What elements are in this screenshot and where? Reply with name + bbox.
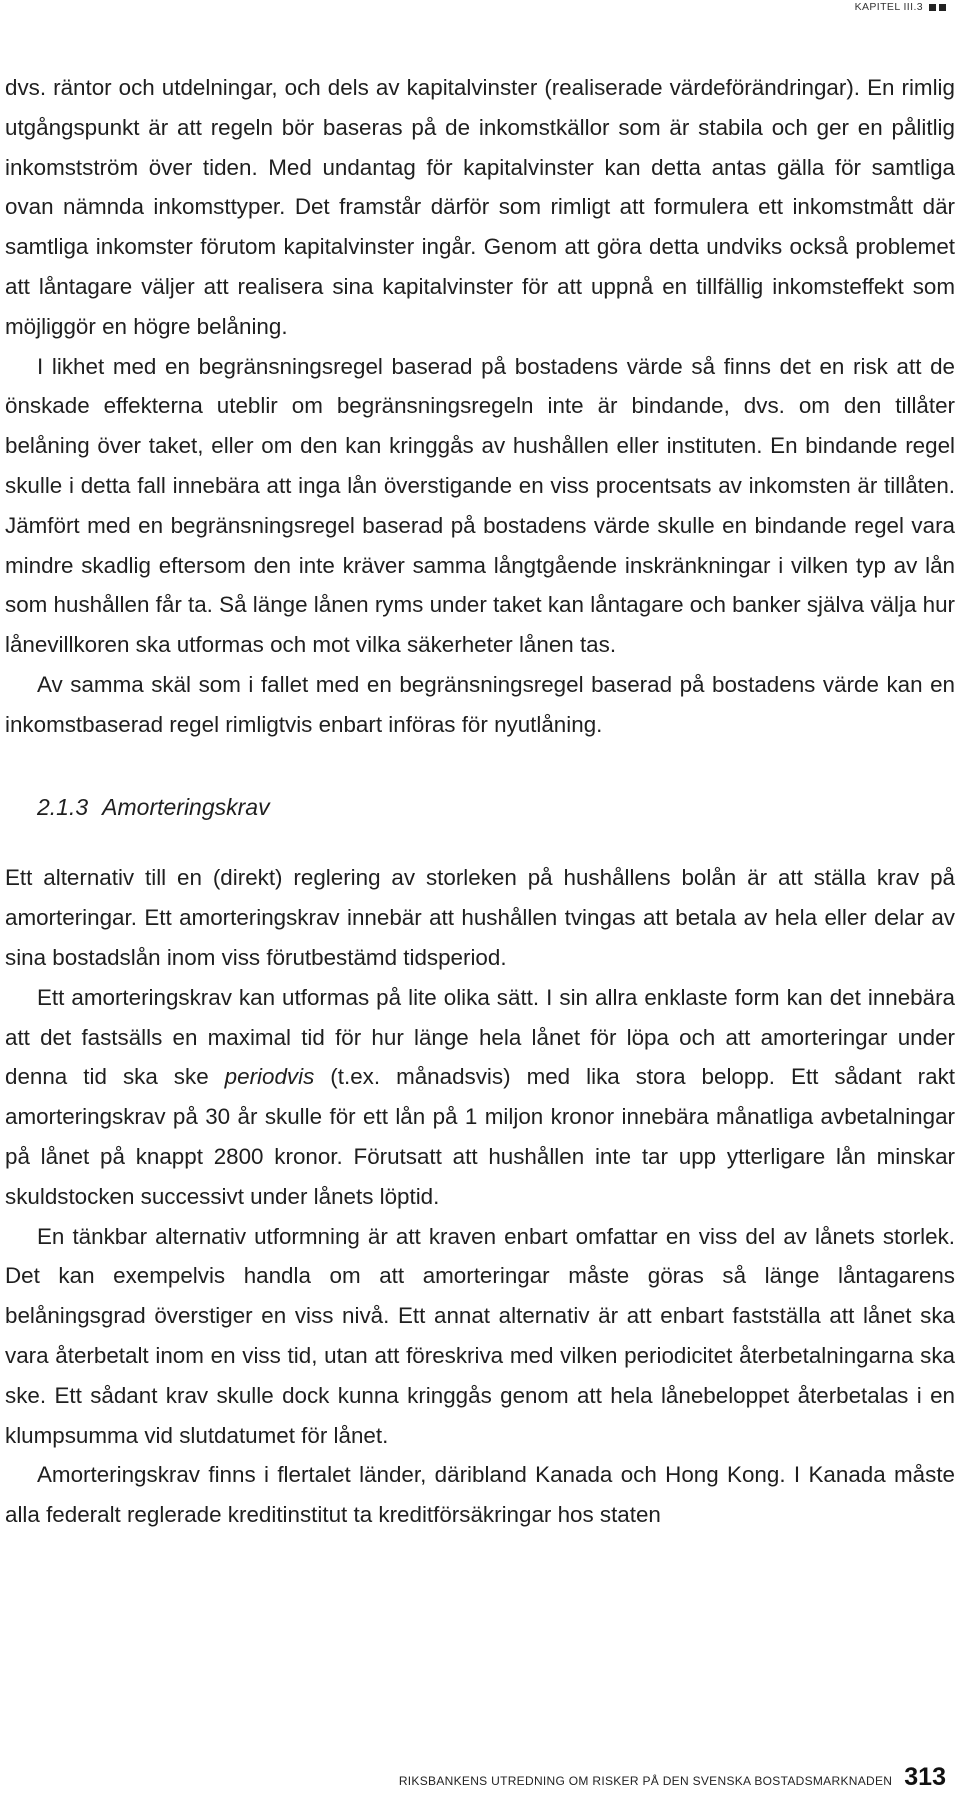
- section-heading: [5, 788, 955, 828]
- chapter-label: KAPITEL III.3: [854, 1, 923, 13]
- page-footer: [399, 1763, 946, 1792]
- paragraph-5-emphasis: periodvis: [224, 1064, 315, 1090]
- section-number: 2.1.3: [37, 793, 89, 820]
- page-body: [5, 68, 955, 1535]
- paragraph-1-text: dvs. räntor och utdelningar, och dels av kapitalvinster (realiserade värdeförändringar). En rimlig utgångspunkt är att regeln bör baseras på de inkomstkällor som är stabila och ger en pålitlig inkomstström över tiden. Med undantag för kapitalvinster kan detta antas gälla för samtliga ovan nämnda inkomsttyper. Det framstår därför som rimligt att formulera ett inkomstmått där samtliga inkomster förutom kapitalvinster ingår. Genom att göra detta undviks också problemet att låntagare väljer att realisera sina kapitalvinster för att uppnå en tillfällig inkomsteffekt som möjliggör en högre belåning.: [5, 75, 955, 339]
- section-title: Amorteringskrav: [102, 793, 270, 820]
- publication-title: RIKSBANKENS UTREDNING OM RISKER PÅ DEN SVENSKA BOSTADSMARKNADEN: [398, 1774, 893, 1788]
- paragraph-6: En tänkbar alternativ utformning är att kraven enbart omfattar en viss del av lånets storlek. Det kan exempelvis handla om att amorteringar måste göras så länge låntagarens belåningsgrad överstiger en viss nivå. Ett annat alternativ är att enbart fastställa att lånet ska vara återbetalt inom en viss tid, utan att föreskriva med vilken periodicitet återbetalningarna ska ske. Ett sådant krav skulle dock kunna kringgås genom att hela lånebeloppet återbetalas i en klumpsumma vid slutdatumet för lånet.: [5, 1223, 955, 1448]
- paragraph-2: I likhet med en begränsningsregel baserad på bostadens värde så finns det en risk att de önskade effekterna uteblir om begränsningsregeln inte är bindande, dvs. om den tillåter belåning över taket, eller om den kan kringgås av hushållen eller instituten. En bindande regel skulle i detta fall innebära att inga lån överstigande en viss procentsats av inkomsten är tillåten. Jämfört med en begränsningsregel baserad på bostadens värde skulle en bindande regel vara mindre skadlig eftersom den inte kräver samma långtgående inskränkningar i vilken typ av lån som hushållen får ta. Så länge lånen ryms under taket kan låntagare och banker själva välja hur lånevillkoren ska utformas och mot vilka säkerheter lånen tas.: [5, 353, 955, 658]
- paragraph-5-text-b: (t.ex. månadsvis) med lika stora belopp. Ett sådant rakt amorteringskrav på 30 år skulle för ett lån på 1 miljon kronor innebära månatliga avbetalningar på lånet på knappt 2800 kronor. Förutsatt att hushållen inte tar upp ytterligare lån minskar skuldstocken successivt under lånets löptid.: [5, 1064, 955, 1209]
- chapter-marker-squares: [929, 4, 946, 11]
- running-head: [855, 0, 946, 14]
- paragraph-1: [5, 68, 955, 347]
- paragraph-5-text-a: Ett amorteringskrav kan utformas på lite olika sätt. I sin allra enklaste form kan det innebära att det fastsälls en maximal tid för hur länge hela lånet för löpa och att amorteringar under denna tid ska ske: [5, 984, 955, 1090]
- marker-square-icon: [939, 4, 946, 11]
- paragraph-3: Av samma skäl som i fallet med en begränsningsregel baserad på bostadens värde kan en inkomstbaserad regel rimligtvis enbart införas för nyutlåning.: [5, 671, 955, 737]
- page-number: 313: [904, 1763, 946, 1791]
- paragraph-5: [5, 978, 955, 1217]
- paragraph-7: Amorteringskrav finns i flertalet länder, däribland Kanada och Hong Kong. I Kanada måste alla federalt reglerade kreditinstitut ta kreditförsäkringar hos staten: [5, 1462, 955, 1528]
- paragraph-4: Ett alternativ till en (direkt) reglering av storleken på hushållens bolån är att ställa krav på amorteringar. Ett amorteringskrav innebär att hushållen tvingas att betala av hela eller delar av sina bostadslån inom viss förutbestämd tidsperiod.: [5, 865, 955, 970]
- marker-square-icon: [929, 4, 936, 11]
